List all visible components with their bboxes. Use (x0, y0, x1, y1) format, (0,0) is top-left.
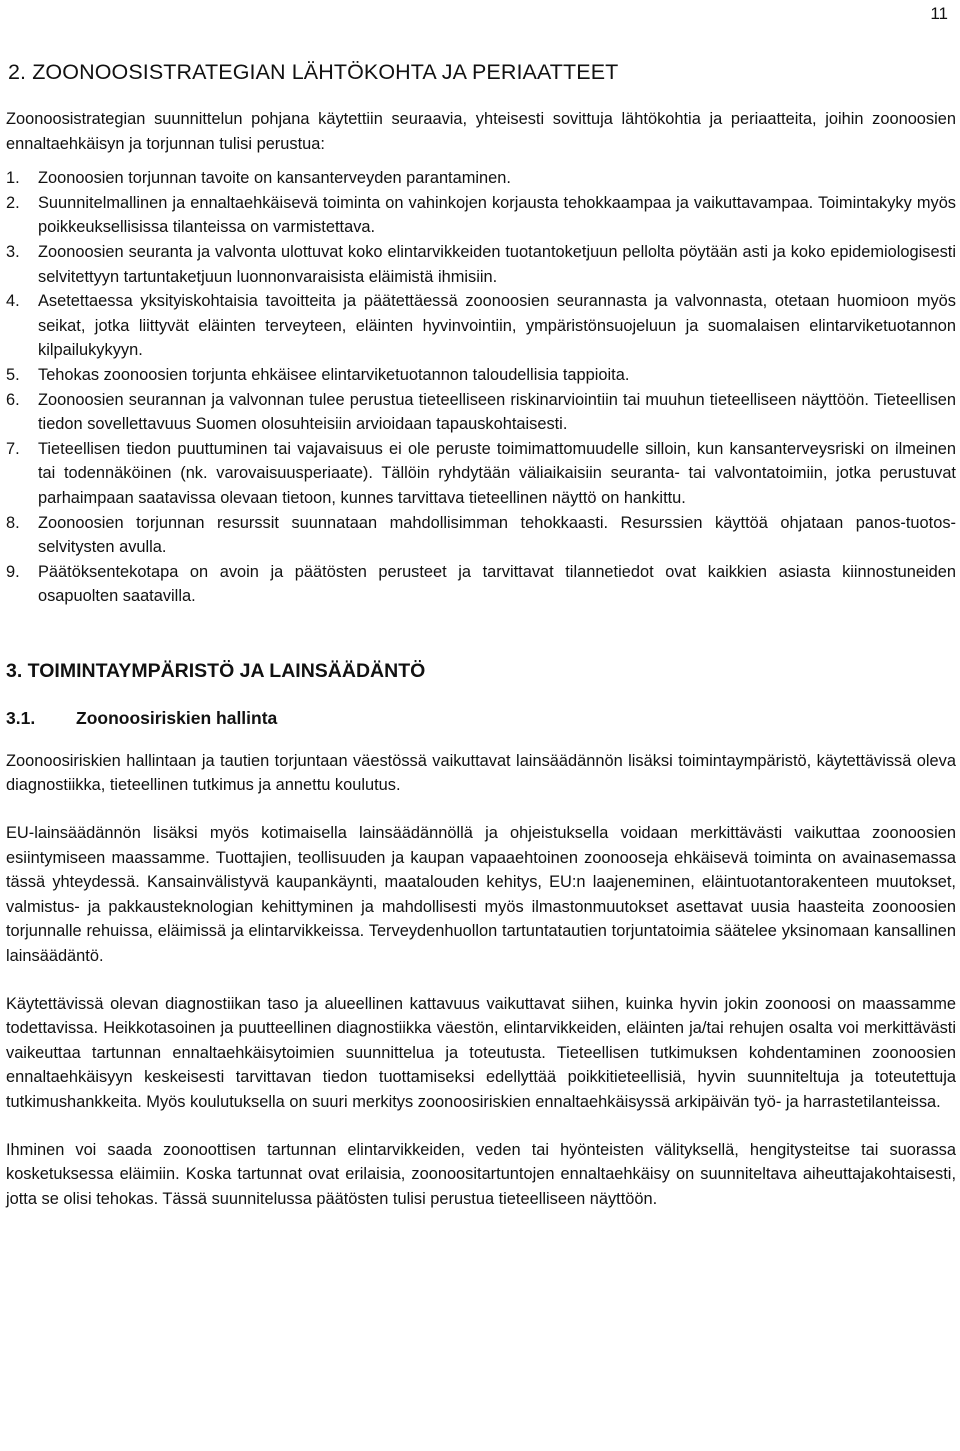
list-item-number: 8. (6, 513, 20, 532)
list-item-text: Zoonoosien torjunnan tavoite on kansanterveyden parantaminen. (38, 169, 511, 188)
principles-list (6, 166, 956, 609)
section-2-intro: Zoonoosistrategian suunnittelun pohjana käytettiin seuraavia, yhteisesti sovittuja lähtökohtia ja periaatteita, joihin zoonoosien ennaltaehkäisyn ja torjunnan tulisi perustua: (6, 110, 956, 153)
list-item (6, 511, 956, 560)
list-item (6, 363, 956, 388)
subsection-title (6, 708, 956, 729)
list-item (6, 388, 956, 437)
list-item-text: Zoonoosien seuranta ja valvonta ulottuvat koko elintarvikkeiden tuotantoketjuun pellolta pöytään asti ja koko epidemiologisesti selvitettyyn tartuntaketjuun luonnonvaraisista eläimistä ihmisiin. (38, 242, 956, 286)
paragraph: EU-lainsäädännön lisäksi myös kotimaisella lainsäädännöllä ja ohjeistuksella voidaan merkittävästi vaikuttaa zoonoosien esiintymiseen maassamme. Tuottajien, teollisuuden ja kaupan vapaaehtoinen zoonooseja ehkäisevä toiminta on avainasemassa tässä yhteydessä. Kansainvälistyvä kaupankäynti, maatalouden kehitys, EU:n laajeneminen, eläintuotantorakenteen muutokset, valmistus- ja pakkausteknologian kehittyminen ja mahdollisesti myös ilmastonmuutokset asettavat uusia haasteita zoonoosien torjunnalle rehuissa, eläimissä ja elintarvikkeissa. Terveydenhuollon tartuntatautien torjuntatoimia säätelee yksinomaan kansallinen lainsäädäntö. (6, 824, 956, 966)
list-item-number: 1. (6, 169, 20, 188)
list-item-text: Suunnitelmallinen ja ennaltaehkäisevä toiminta on vahinkojen korjausta tehokkaampaa ja vaikuttavampaa. Toimintakyky myös poikkeuksellisissa tilanteissa on varmistettava. (38, 193, 956, 237)
list-item-number: 9. (6, 562, 20, 581)
list-item (6, 166, 956, 191)
list-item (6, 560, 956, 609)
document-body (6, 60, 956, 1234)
list-item-text: Zoonoosien seurannan ja valvonnan tulee perustua tieteelliseen riskinarviointiin tai muuhun tieteelliseen näyttöön. Tieteellisen tiedon sovellettavuus Suomen olosuhteisiin arvioidaan tapauskohtaisesti. (38, 390, 956, 434)
subsection-heading: Zoonoosiriskien hallinta (76, 707, 278, 728)
list-item-text: Zoonoosien torjunnan resurssit suunnataan mahdollisimman tehokkaasti. Resurssien käyttöä ohjataan panos-tuotos-selvitysten avulla. (38, 513, 956, 557)
list-item (6, 191, 956, 240)
page-number: 11 (930, 4, 948, 23)
list-item-number: 7. (6, 439, 20, 458)
paragraph: Zoonoosiriskien hallintaan ja tautien torjuntaan väestössä vaikuttavat lainsäädännön lisäksi toimintaympäristö, käytettävissä oleva diagnostiikka, tieteellinen tutkimus ja annettu koulutus. (6, 751, 956, 795)
subsection-number: 3.1. (6, 707, 36, 728)
list-item-number: 4. (6, 292, 20, 311)
list-item-number: 3. (6, 242, 20, 261)
list-item-number: 2. (6, 193, 20, 212)
list-item-text: Tieteellisen tiedon puuttuminen tai vajavaisuus ei ole peruste toimimattomuudelle silloin, kun kansanterveysriski on ilmeinen tai todennäköinen (nk. varovaisuusperiaate). Tällöin ryhdytään väliaikaisiin seuranta- tai valvontatoimiin, jotka perustuvat parhaimpaan saatavissa olevaan tietoon, kunnes tarvittava tieteellinen näyttö on hankittu. (38, 439, 956, 507)
list-item-text: Tehokas zoonoosien torjunta ehkäisee elintarviketuotannon taloudellisia tappioita. (38, 365, 630, 384)
section-2-title: 2. ZOONOOSISTRATEGIAN LÄHTÖKOHTA JA PERIAATTEET (8, 60, 619, 84)
list-item-text: Asetettaessa yksityiskohtaisia tavoitteita ja päätettäessä zoonoosien seurannasta ja valvonnasta, otetaan huomioon myös seikat, jotka liittyvät eläinten terveyteen, eläinten hyvinvointiin, ympäristönsuojeluun ja suomalaisen elintarviketuotannon kilpailukykyyn. (38, 292, 956, 360)
list-item (6, 240, 956, 289)
section-3-title: 3. TOIMINTAYMPÄRISTÖ JA LAINSÄÄDÄNTÖ (6, 659, 426, 682)
paragraph: Ihminen voi saada zoonoottisen tartunnan elintarvikkeiden, veden tai hyönteisten välityksellä, hengitysteitse tai suorassa kosketuksessa eläimiin. Koska tartunnat ovat erilaisia, zoonoositartuntojen ennaltaehkäisy on suunniteltava aiheuttajakohtaisesti, jotta se olisi tehokas. Tässä suunnitelussa päätösten tulisi perustua tieteelliseen näyttöön. (6, 1140, 956, 1208)
list-item (6, 289, 956, 363)
list-item-text: Päätöksentekotapa on avoin ja päätösten perusteet ja tarvittavat tilannetiedot ovat kaikkien asiasta kiinnostuneiden osapuolten saatavilla. (38, 562, 956, 606)
paragraph: Käytettävissä olevan diagnostiikan taso ja alueellinen kattavuus vaikuttavat siihen, kuinka hyvin jokin zoonoosi on maassamme todettavissa. Heikkotasoinen ja puutteellinen diagnostiikka väestön, elintarvikkeiden, eläinten ja/tai rehujen osalta voi merkittävästi vaikeuttaa tartunnan ennaltaehkäisytoimien suunnittelua ja toteutusta. Tieteellisen tutkimuksen kohdentaminen zoonoosien ennaltaehkäisyyn keskeisesti tarvittavan tiedon tuottamiseksi edellyttää poikkitieteellisiä, hyvin suunniteltuja ja toteutettuja tutkimushankkeita. Myös koulutuksella on suuri merkitys zoonoosiriskien ennaltaehkäisyssä arkipäivän työ- ja harrastetilanteissa. (6, 994, 956, 1111)
list-item (6, 437, 956, 511)
list-item-number: 6. (6, 390, 20, 409)
list-item-number: 5. (6, 365, 20, 384)
